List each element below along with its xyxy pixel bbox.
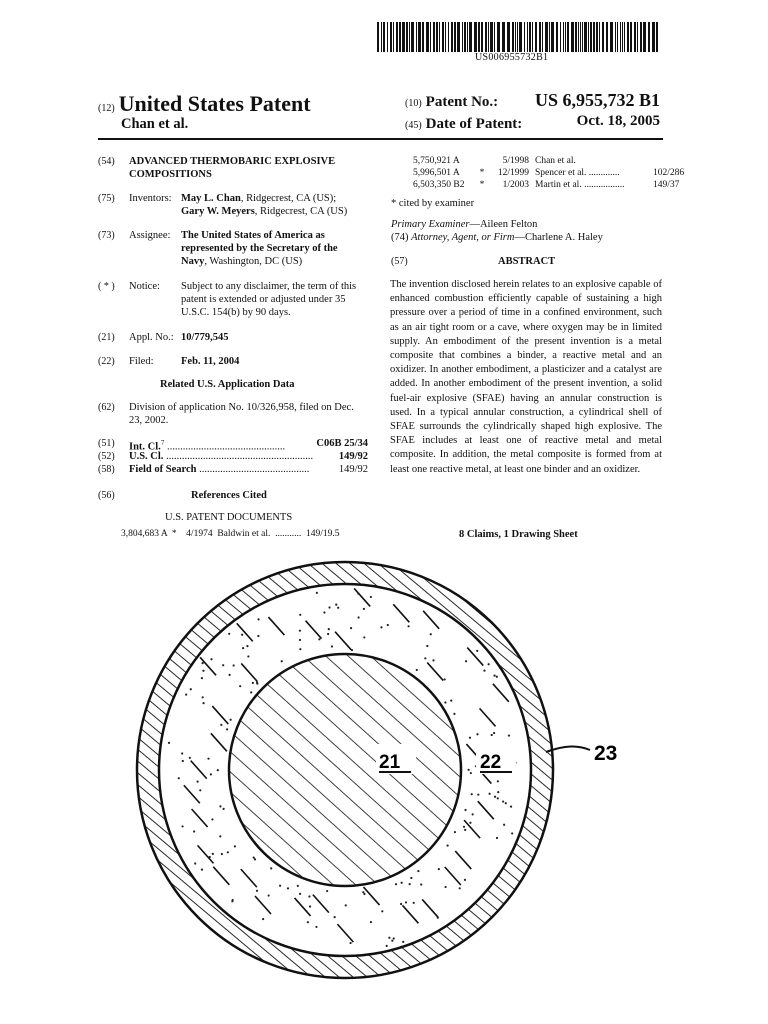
- inventor-1-name: May L. Chan: [181, 193, 241, 204]
- inventor-1-location: , Ridgecrest, CA (US);: [240, 193, 337, 204]
- annulus-dot: [459, 887, 461, 889]
- annulus-dot: [426, 645, 428, 647]
- label-23: 23: [594, 742, 618, 765]
- annulus-dot: [386, 945, 388, 947]
- patent-number: US 6,955,732 B1: [534, 90, 660, 110]
- reference-star: *: [479, 168, 485, 178]
- annulus-dot: [190, 688, 192, 690]
- annulus-dot: [430, 633, 432, 635]
- annulus-dot: [226, 728, 228, 730]
- annulus-dot: [381, 910, 383, 912]
- filed-date: Feb. 11, 2004: [181, 356, 240, 367]
- division-code: (62): [98, 402, 115, 413]
- intcl-dots: .............................................: [164, 441, 286, 453]
- assignee-location: , Washington, DC (US): [204, 256, 303, 267]
- annulus-dot: [328, 628, 330, 630]
- annulus-dot: [468, 769, 470, 771]
- annulus-dot: [254, 858, 256, 860]
- annulus-dot: [335, 604, 337, 606]
- intcl-value: C06B 25/34: [316, 438, 368, 449]
- annulus-dot: [488, 663, 490, 665]
- title-code: (54): [98, 156, 115, 167]
- annulus-dot: [181, 752, 183, 754]
- annulus-dot: [210, 658, 212, 660]
- annulus-dot: [327, 633, 329, 635]
- annulus-dot: [395, 883, 397, 885]
- annulus-dot: [450, 700, 452, 702]
- annulus-dot: [417, 870, 419, 872]
- annulus-dot: [270, 867, 272, 869]
- annulus-dot: [309, 905, 311, 907]
- field-value: 149/92: [338, 464, 368, 475]
- abstract-code: (57): [391, 256, 408, 267]
- patent-date: Oct. 18, 2005: [576, 113, 660, 129]
- annulus-dot: [279, 885, 281, 887]
- annulus-dot: [256, 682, 258, 684]
- appl-number: 10/779,545: [181, 332, 229, 343]
- annulus-dot: [454, 831, 456, 833]
- annulus-dot: [209, 856, 211, 858]
- annulus-dot: [470, 772, 472, 774]
- abstract-heading: ABSTRACT: [498, 256, 556, 267]
- annulus-dot: [250, 691, 252, 693]
- notice-label: Notice:: [129, 281, 160, 292]
- annulus-dot: [511, 832, 513, 834]
- annulus-dot: [438, 868, 440, 870]
- annulus-dot: [197, 780, 199, 782]
- annulus-dot: [299, 893, 301, 895]
- annulus-dot: [437, 917, 439, 919]
- annulus-dot: [299, 648, 301, 650]
- annulus-dot: [393, 937, 395, 939]
- intcl-code: (51): [98, 438, 115, 449]
- field-label: Field of Search: [129, 464, 197, 475]
- notice-line-3: U.S.C. 154(b) by 90 days.: [181, 307, 291, 318]
- label-22: 22: [480, 752, 502, 773]
- inventors-label: Inventors:: [129, 193, 172, 204]
- annulus-dot: [299, 630, 301, 632]
- annulus-dot: [210, 773, 212, 775]
- reference-number: 6,503,350 B2: [413, 180, 465, 190]
- annulus-dot: [202, 662, 204, 664]
- annulus-dot: [464, 879, 466, 881]
- appl-code: (21): [98, 332, 115, 343]
- intcl-label: Int. Cl.: [129, 441, 161, 453]
- annulus-dot: [469, 737, 471, 739]
- annulus-dot: [299, 639, 301, 641]
- annulus-dot: [497, 780, 499, 782]
- annulus-dot: [444, 678, 446, 680]
- annulus-dot: [202, 696, 204, 698]
- inventor-2-name: Gary W. Meyers: [181, 206, 255, 217]
- reference-name: Martin et al. .................: [535, 180, 625, 190]
- barcode-number: US006955732B1: [475, 52, 549, 63]
- annulus-dot: [407, 625, 409, 627]
- reference-number: 5,996,501 A: [413, 168, 460, 178]
- annulus-dot: [402, 941, 404, 943]
- annulus-dot: [222, 664, 224, 666]
- annulus-dot: [483, 670, 485, 672]
- annulus-dot: [212, 853, 214, 855]
- annulus-dot: [432, 659, 434, 661]
- annulus-dot: [405, 901, 407, 903]
- uscl-value: 149/92: [338, 451, 368, 462]
- assignee-label: Assignee:: [129, 230, 171, 241]
- reference-date: 5/1998: [502, 156, 529, 166]
- annulus-dot: [391, 940, 393, 942]
- annulus-dot: [182, 760, 184, 762]
- annulus-dot: [233, 664, 235, 666]
- notice-line-2: patent is extended or adjusted under 35: [181, 294, 346, 305]
- annulus-dot: [297, 885, 299, 887]
- annulus-dot: [444, 701, 446, 703]
- annulus-dot: [345, 904, 347, 906]
- annulus-dot: [363, 608, 365, 610]
- notice-line-1: Subject to any disclaimer, the term of this: [181, 281, 357, 292]
- annulus-dot: [401, 882, 403, 884]
- annulus-dot: [472, 813, 474, 815]
- annulus-dot: [476, 733, 478, 735]
- annulus-dot: [363, 893, 365, 895]
- annulus-dot: [316, 592, 318, 594]
- annulus-dot: [510, 806, 512, 808]
- reference-date: 1/2003: [502, 180, 529, 190]
- attorney-code: (74): [391, 232, 409, 243]
- reference-date: 12/1999: [497, 168, 529, 178]
- examiner-label: Primary Examiner: [391, 219, 470, 230]
- annulus-dot: [315, 926, 317, 928]
- annulus-dot: [388, 937, 390, 939]
- annulus-dot: [281, 660, 283, 662]
- annulus-dot: [262, 918, 264, 920]
- division-line-1: Division of application No. 10/326,958, filed on Dec.: [129, 402, 354, 413]
- annulus-dot: [502, 800, 504, 802]
- annulus-dot: [489, 793, 491, 795]
- annulus-dot: [252, 682, 254, 684]
- annulus-dot: [493, 732, 495, 734]
- annulus-dot: [370, 596, 372, 598]
- annulus-dot: [357, 593, 359, 595]
- annulus-dot: [168, 742, 170, 744]
- annulus-dot: [181, 825, 183, 827]
- us-docs-heading: U.S. PATENT DOCUMENTS: [165, 512, 293, 523]
- annulus-dot: [493, 675, 495, 677]
- annulus-dot: [350, 627, 352, 629]
- inid-code-45: (45): [405, 120, 422, 131]
- core-explosive-21: [229, 654, 461, 886]
- reference-name: Chan et al.: [535, 156, 576, 166]
- filed-label: Filed:: [129, 356, 154, 367]
- annulus-dot: [241, 634, 243, 636]
- title-line-2: COMPOSITIONS: [129, 169, 212, 180]
- reference-name: Spencer et al. .............: [535, 168, 620, 178]
- annulus-dot: [299, 614, 301, 616]
- annulus-dot: [477, 794, 479, 796]
- annulus-dot: [328, 606, 330, 608]
- annulus-dot: [220, 724, 222, 726]
- division-line-2: 23, 2002.: [129, 415, 169, 426]
- annulus-dot: [463, 826, 465, 828]
- annulus-dot: [253, 856, 255, 858]
- notice-code: ( * ): [98, 281, 115, 292]
- related-heading: Related U.S. Application Data: [160, 379, 295, 390]
- reference-star: *: [479, 180, 485, 190]
- annulus-dot: [465, 660, 467, 662]
- assignee-line-1: The United States of America as: [181, 230, 325, 241]
- abstract-text: The invention disclosed herein relates to an explosive capable of enhanced combustion efficiently capable of sustaining a high pressure over a period of time in a confined environment, such as an air tight room or a cave, where oxygen may be in limited supply. An embodiment of the present invention is a metal composite that combines a binder, a reactive metal and an oxidizer. In another embodiment, a plasticizer and a catalyst are added. In another embodiment of the present invention, a solid fuel-air explosive (SFAE) having an annular construction is used. In a typical annular construction, a cylindrical shell of SFAE surrounds the cylindrically shaped high explosive. The SFAE includes at least one of reactive metal and metal composite. In addition, the metal composite is formed from at least one reactive metal, at least one binder and an oxidizer.: [390, 279, 662, 475]
- annulus-dot: [362, 891, 364, 893]
- inid-code-10: (10): [405, 98, 422, 109]
- annulus-dot: [453, 713, 455, 715]
- annulus-dot: [400, 903, 402, 905]
- annulus-dot: [199, 789, 201, 791]
- annulus-dot: [257, 635, 259, 637]
- date-label: Date of Patent:: [425, 116, 523, 132]
- annulus-dot: [202, 702, 204, 704]
- assignee-navy: Navy: [181, 256, 205, 267]
- annulus-dot: [496, 837, 498, 839]
- annulus-dot: [221, 853, 223, 855]
- annulus-dot: [357, 616, 359, 618]
- annulus-dot: [444, 886, 446, 888]
- annulus-dot: [246, 645, 248, 647]
- reference-1: 3,804,683 A * 4/1974 Baldwin et al. ........... 149/19.5: [121, 529, 340, 539]
- annulus-dot: [193, 830, 195, 832]
- intcl-edition: 7: [160, 439, 165, 447]
- annulus-dot: [231, 900, 233, 902]
- annulus-dot: [268, 894, 270, 896]
- uscl-code: (52): [98, 451, 115, 462]
- annulus-dot: [202, 670, 204, 672]
- inid-code-12: (12): [98, 103, 115, 114]
- annulus-dot: [503, 824, 505, 826]
- annulus-dot: [464, 829, 466, 831]
- refs-heading: References Cited: [191, 490, 267, 501]
- reference-number: 5,750,921 A: [413, 156, 460, 166]
- annulus-dot: [194, 862, 196, 864]
- annulus-dot: [363, 636, 365, 638]
- annulus-dot: [331, 645, 333, 647]
- annulus-dot: [323, 611, 325, 613]
- appl-label: Appl. No.:: [129, 332, 174, 343]
- annulus-dot: [307, 921, 309, 923]
- annulus-dot: [219, 835, 221, 837]
- patent-no-label: Patent No.:: [425, 94, 499, 110]
- annulus-dot: [217, 769, 219, 771]
- annulus-dot: [471, 793, 473, 795]
- annulus-dot: [416, 669, 418, 671]
- filed-code: (22): [98, 356, 115, 367]
- annulus-dot: [223, 808, 225, 810]
- annulus-dot: [409, 883, 411, 885]
- annulus-dot: [351, 649, 353, 651]
- annulus-dot: [234, 845, 236, 847]
- annulus-dot: [508, 734, 510, 736]
- annulus-dot: [337, 607, 339, 609]
- annulus-dot: [424, 657, 426, 659]
- annulus-dot: [247, 655, 249, 657]
- field-dots: ..........................................: [196, 464, 310, 475]
- attorney-label: Attorney, Agent, or Firm: [411, 232, 515, 243]
- annulus-dot: [496, 676, 498, 678]
- label-21: 21: [379, 752, 401, 773]
- title-line-1: ADVANCED THERMOBARIC EXPLOSIVE: [129, 156, 336, 167]
- annulus-dot: [189, 757, 191, 759]
- annulus-dot: [178, 777, 180, 779]
- annulus-dot: [201, 869, 203, 871]
- annulus-dot: [239, 685, 241, 687]
- annulus-dot: [497, 797, 499, 799]
- doc-type: United States Patent: [118, 91, 311, 116]
- annulus-dot: [497, 791, 499, 793]
- annulus-dot: [229, 674, 231, 676]
- uscl-label: U.S. Cl.: [129, 451, 164, 462]
- inventors-code: (75): [98, 193, 115, 204]
- annulus-dot: [380, 626, 382, 628]
- annulus-dot: [349, 942, 351, 944]
- annulus-dot: [494, 796, 496, 798]
- inventor-2-location: , Ridgecrest, CA (US): [254, 206, 348, 217]
- annulus-dot: [387, 624, 389, 626]
- annulus-dot: [256, 890, 258, 892]
- assignee-line-2: represented by the Secretary of the: [181, 243, 338, 254]
- annulus-dot: [287, 887, 289, 889]
- annulus-dot: [257, 618, 259, 620]
- annulus-dot: [446, 844, 448, 846]
- inventors-short: Chan et al.: [121, 116, 189, 132]
- annulus-dot: [326, 890, 328, 892]
- annulus-dot: [308, 895, 310, 897]
- assignee-code: (73): [98, 230, 115, 241]
- refs-code: (56): [98, 490, 115, 501]
- annulus-dot: [242, 647, 244, 649]
- examiner-name: —Aileen Felton: [469, 219, 538, 230]
- attorney-name: —Charlene A. Haley: [514, 232, 603, 243]
- annulus-dot: [370, 921, 372, 923]
- annulus-dot: [476, 650, 478, 652]
- annulus-dot: [230, 719, 232, 721]
- annulus-dot: [469, 822, 471, 824]
- annulus-dot: [219, 805, 221, 807]
- annulus-dot: [227, 851, 229, 853]
- annulus-dot: [410, 877, 412, 879]
- annulus-dot: [464, 809, 466, 811]
- annulus-dot: [491, 734, 493, 736]
- field-code: (58): [98, 464, 115, 475]
- annulus-dot: [201, 677, 203, 679]
- annulus-dot: [185, 693, 187, 695]
- annulus-dot: [413, 902, 415, 904]
- cited-note: * cited by examiner: [391, 198, 475, 209]
- reference-class: 149/37: [653, 180, 680, 190]
- annulus-dot: [505, 802, 507, 804]
- claims-count: 8 Claims, 1 Drawing Sheet: [459, 529, 578, 540]
- reference-class: 102/286: [653, 168, 685, 178]
- uscl-dots: ........................................................: [163, 451, 314, 462]
- annulus-dot: [318, 638, 320, 640]
- annulus-dot: [211, 818, 213, 820]
- annulus-dot: [207, 758, 209, 760]
- annulus-dot: [334, 916, 336, 918]
- annulus-dot: [420, 883, 422, 885]
- annulus-dot: [228, 633, 230, 635]
